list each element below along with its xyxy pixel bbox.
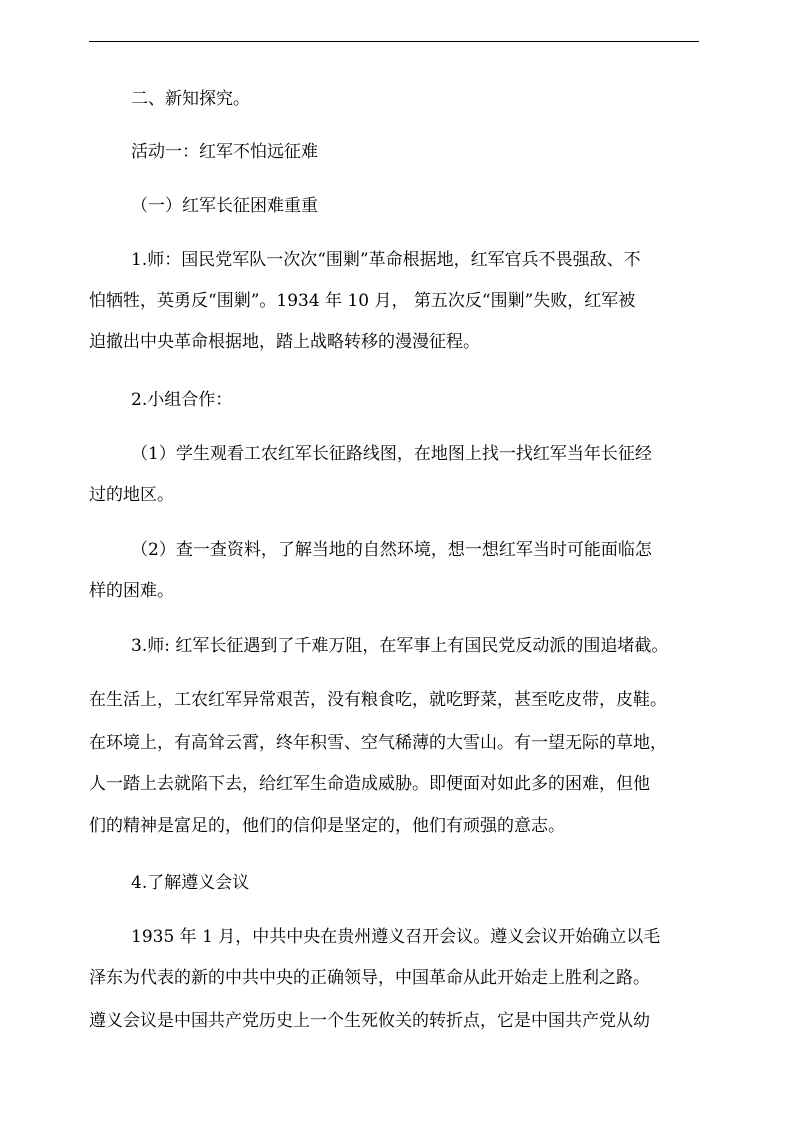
paragraph-line: 过的地区。 [89,485,174,505]
paragraph-line: 3.师: 红军长征遇到了千难万阻，在军事上有国民党反动派的围追堵截。 [131,636,669,656]
paragraph-line: 1.师：国民党军队一次次“围剿”革命根据地，红军官兵不畏强敌、不 [131,250,641,270]
zunyi-heading: 4.了解遵义会议 [131,873,250,893]
paragraph-line: 们的精神是富足的，他们的信仰是坚定的，他们有顽强的意志。 [89,816,565,836]
paragraph-line: 在生活上，工农红军异常艰苦，没有粮食吃，就吃野菜，甚至吃皮带，皮鞋。 [89,690,667,710]
activity-heading: 活动一：红军不怕远征难 [131,142,318,162]
subsection-heading: （一）红军长征困难重重 [131,196,318,216]
paragraph-line: 在环境上，有高耸云霄，终年积雪、空气稀薄的大雪山。有一望无际的草地， [89,733,667,753]
paragraph-line: （1）学生观看工农红军长征路线图，在地图上找一找红军当年长征经 [131,444,652,464]
paragraph-line: 样的困难。 [89,581,174,601]
paragraph-line: 遵义会议是中国共产党历史上一个生死攸关的转折点，它是中国共产党从幼 [89,1011,650,1031]
paragraph-line: 人一踏上去就陷下去，给红军生命造成威胁。即便面对如此多的困难，但他 [89,774,650,794]
paragraph-line: 怕牺牲，英勇反“围剿”。1934 年 10 月， 第五次反“围剿”失败，红军被 [89,291,636,311]
header-rule [89,41,699,42]
paragraph-line: 泽东为代表的新的中共中央的正确领导，中国革命从此开始走上胜利之路。 [89,968,650,988]
paragraph-line: 1935 年 1 月，中共中央在贵州遵义召开会议。遵义会议开始确立以毛 [131,927,661,947]
group-work-heading: 2.小组合作： [131,390,233,410]
section-heading: 二、新知探究。 [131,89,250,109]
paragraph-line: （2）查一查资料，了解当地的自然环境，想一想红军当时可能面临怎 [131,540,652,560]
paragraph-line: 迫撤出中央革命根据地，踏上战略转移的漫漫征程。 [89,332,480,352]
